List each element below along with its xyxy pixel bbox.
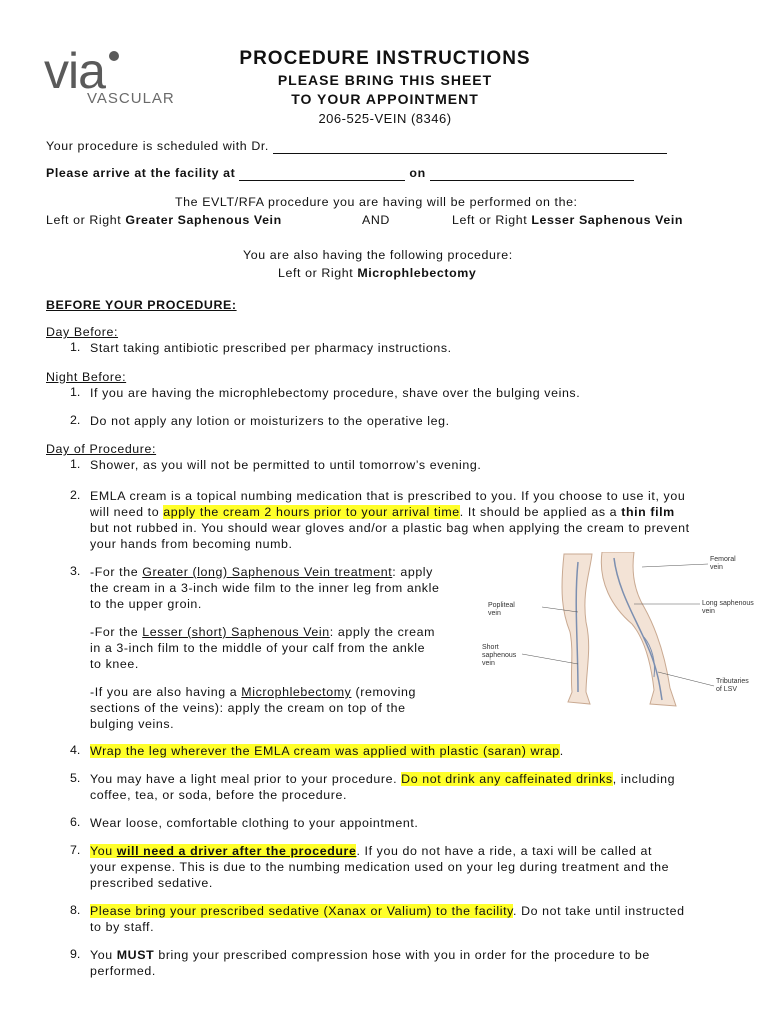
also-lr: Left or Right xyxy=(278,266,358,280)
also-proc xyxy=(278,265,476,281)
item3-a2: : apply xyxy=(392,565,433,579)
doctor-blank[interactable] xyxy=(273,141,667,154)
arrive-label: Please arrive at the facility at xyxy=(46,166,236,180)
num-1: 1. xyxy=(70,385,81,399)
day-of-label: Day of Procedure: xyxy=(46,442,157,456)
day-before-label: Day Before: xyxy=(46,325,119,339)
schedule-dr-label: Your procedure is scheduled with Dr. xyxy=(46,139,269,153)
num-7: 7. xyxy=(70,843,81,857)
item5-a2: , including xyxy=(612,772,676,786)
arrive-date-blank[interactable] xyxy=(430,168,634,181)
header-line-1: PLEASE BRING THIS SHEET xyxy=(277,72,493,88)
also-intro: You are also having the following procedure: xyxy=(243,248,513,262)
item5-line-b: coffee, tea, or soda, before the procedure. xyxy=(90,788,348,802)
item2-line-c: but not rubbed in. You should wear gloves and/or a plastic bag when applying the cream to prevent xyxy=(90,521,690,535)
item8-highlight: Please bring your prescribed sedative (Xanax or Valium) to the facility xyxy=(90,904,513,918)
header-phone: 206-525-VEIN (8346) xyxy=(318,111,452,126)
item2-b2: . It should be applied as a xyxy=(459,505,622,519)
day-of-item-1: Shower, as you will not be permitted to until tomorrow’s evening. xyxy=(90,458,482,472)
arrive-time-blank[interactable] xyxy=(239,168,405,181)
num-5: 5. xyxy=(70,771,81,785)
item3-d-underline: Lesser (short) Saphenous Vein xyxy=(142,625,330,639)
num-4: 4. xyxy=(70,743,81,757)
item3-a1: -For the xyxy=(90,565,143,579)
evlt-lsv xyxy=(452,212,683,228)
num-3: 3. xyxy=(70,564,81,578)
item5-a1: You may have a light meal prior to your procedure. xyxy=(90,772,402,786)
item7-a2: . If you do not have a ride, a taxi will be called at xyxy=(356,844,653,858)
num-1: 1. xyxy=(70,457,81,471)
item4-highlight: Wrap the leg wherever the EMLA cream was applied with plastic (saran) wrap xyxy=(90,744,560,758)
evlt-gsv xyxy=(46,212,282,228)
item6-line: Wear loose, comfortable clothing to your appointment. xyxy=(90,816,419,830)
num-9: 9. xyxy=(70,947,81,961)
item8-a2: . Do not take until instructed xyxy=(513,904,685,918)
item3-line-a xyxy=(90,564,433,580)
day-before-item-1: Start taking antibiotic prescribed per pharmacy instructions. xyxy=(90,341,452,355)
item3-d2: : apply the cream xyxy=(329,625,436,639)
item3-g1: -If you are also having a xyxy=(90,685,242,699)
num-1: 1. xyxy=(70,340,81,354)
item3-line-d xyxy=(90,624,435,640)
item2-bold: thin film xyxy=(621,505,675,519)
item7-line-b: your expense. This is due to the numbing medication used on your leg during treatment and the xyxy=(90,860,670,874)
item2-line-b xyxy=(90,504,675,520)
item8-line-b: to by staff. xyxy=(90,920,155,934)
header-line-2: TO YOUR APPOINTMENT xyxy=(291,91,479,107)
item7-hl-bold: will need a driver after the procedure xyxy=(116,844,357,858)
item9-a1: You xyxy=(90,948,117,962)
arrive-line xyxy=(46,165,634,181)
item9-line-a xyxy=(90,947,650,963)
item3-line-i: bulging veins. xyxy=(90,717,175,731)
night-before-item-2: Do not apply any lotion or moisturizers to the operative leg. xyxy=(90,414,450,428)
item2-line-a: EMLA cream is a topical numbing medication that is prescribed to you. If you choose to use it, you xyxy=(90,489,686,503)
evlt-intro: The EVLT/RFA procedure you are having will be performed on the: xyxy=(175,195,578,209)
label-long-saphenous: Long saphenous vein xyxy=(702,600,754,615)
item7-hl-1: You xyxy=(90,844,117,858)
item3-line-f: to knee. xyxy=(90,657,139,671)
arrive-on-label: on xyxy=(409,166,426,180)
item2-highlight: apply the cream 2 hours prior to your arrival time xyxy=(163,505,460,519)
item3-line-c: to the upper groin. xyxy=(90,597,202,611)
item7-line-a xyxy=(90,843,652,859)
item3-line-h: sections of the veins): apply the cream on top of the xyxy=(90,701,406,715)
item3-g2: (removing xyxy=(351,685,416,699)
item3-line-e: in a 3-inch film to the middle of your calf from the ankle xyxy=(90,641,426,655)
item3-line-g xyxy=(90,684,416,700)
label-femoral: Femoral vein xyxy=(710,556,736,571)
via-vascular-logo xyxy=(44,43,184,110)
item3-g-underline: Microphlebectomy xyxy=(241,685,352,699)
item3-d1: -For the xyxy=(90,625,143,639)
item4-line xyxy=(90,743,564,759)
num-6: 6. xyxy=(70,815,81,829)
page-title: PROCEDURE INSTRUCTIONS xyxy=(239,48,531,69)
evlt-lr1: Left or Right xyxy=(46,213,126,227)
logo-dot-icon xyxy=(108,50,120,62)
evlt-lsv-name: Lesser Saphenous Vein xyxy=(531,213,684,227)
num-2: 2. xyxy=(70,488,81,502)
night-before-label: Night Before: xyxy=(46,370,127,384)
label-tributaries: Tributaries of LSV xyxy=(716,678,749,693)
item8-line-a xyxy=(90,903,685,919)
item2-line-d: your hands from becoming numb. xyxy=(90,537,293,551)
item4-end: . xyxy=(559,744,564,758)
night-before-item-1: If you are having the microphlebectomy procedure, shave over the bulging veins. xyxy=(90,386,581,400)
item3-line-b: the cream in a 3-inch wide film to the inner leg from ankle xyxy=(90,581,440,595)
schedule-dr-line xyxy=(46,138,667,154)
also-proc-name: Microphlebectomy xyxy=(357,266,477,280)
logo-vascular: VASCULAR xyxy=(87,90,175,107)
item9-a2: bring your prescribed compression hose with you in order for the procedure to be xyxy=(154,948,650,962)
logo-via: via xyxy=(44,43,105,99)
item3-a-underline: Greater (long) Saphenous Vein treatment xyxy=(142,565,393,579)
num-2: 2. xyxy=(70,413,81,427)
item2-b1: will need to xyxy=(90,505,164,519)
evlt-lr2: Left or Right xyxy=(452,213,532,227)
item5-highlight: Do not drink any caffeinated drinks xyxy=(401,772,613,786)
evlt-gsv-name: Greater Saphenous Vein xyxy=(125,213,282,227)
evlt-and: AND xyxy=(362,213,390,227)
num-8: 8. xyxy=(70,903,81,917)
item5-line-a xyxy=(90,771,675,787)
before-heading: BEFORE YOUR PROCEDURE: xyxy=(46,298,237,312)
item7-line-c: prescribed sedative. xyxy=(90,876,213,890)
label-popliteal: Popliteal vein xyxy=(488,602,515,617)
item9-bold: MUST xyxy=(116,948,155,962)
item9-line-b: performed. xyxy=(90,964,156,978)
leg-vein-diagram xyxy=(482,552,764,712)
label-short-saphenous: Short saphenous vein xyxy=(482,644,517,667)
